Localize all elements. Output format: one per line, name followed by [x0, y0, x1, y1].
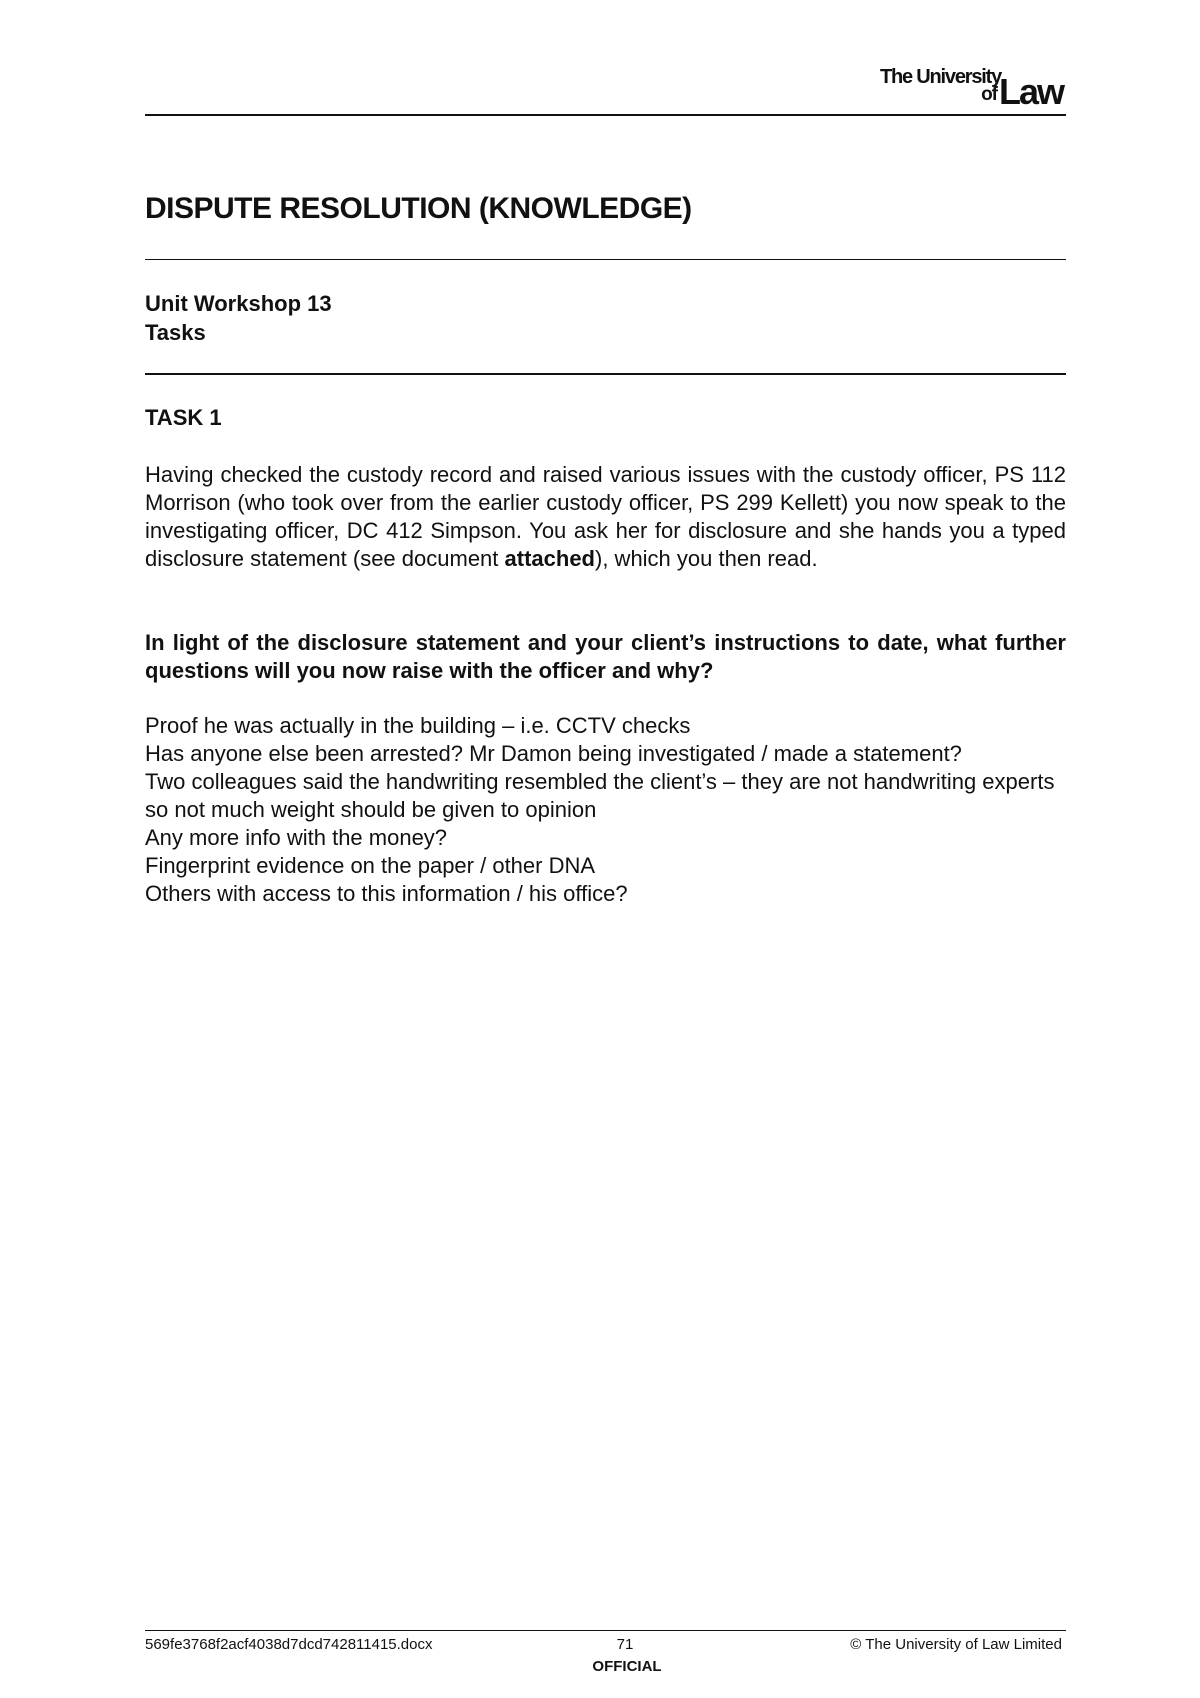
- task-paragraph-bold: attached: [504, 546, 595, 571]
- logo-text-university: The University: [879, 66, 1001, 88]
- answer-line: Any more info with the money?: [145, 825, 448, 850]
- footer-classification: OFFICIAL: [592, 1658, 662, 1675]
- answer-line: Fingerprint evidence on the paper / other DNA: [145, 853, 596, 878]
- answer-line: Proof he was actually in the building – i.e. CCTV checks: [145, 713, 691, 738]
- header-divider: [145, 114, 1066, 116]
- task-question: In light of the disclosure statement and your client’s instructions to date, what further questions will you now raise with the officer and why?: [145, 630, 1066, 683]
- answer-line: Others with access to this information / his office?: [145, 881, 628, 906]
- tasks-label: Tasks: [145, 320, 206, 345]
- answer-line: Has anyone else been arrested? Mr Damon being investigated / made a statement?: [145, 741, 962, 766]
- logo-text-of: of: [981, 84, 997, 105]
- unit-workshop-label: Unit Workshop 13: [145, 291, 332, 316]
- answer-list: [145, 712, 1075, 908]
- footer-copyright: © The University of Law Limited: [850, 1636, 1062, 1653]
- title-divider: [145, 259, 1066, 260]
- document-title: DISPUTE RESOLUTION (KNOWLEDGE): [145, 192, 692, 225]
- answer-line: Two colleagues said the handwriting resembled the client’s – they are not handwriting experts so not much weight should be given to opinion: [145, 769, 1055, 822]
- logo-text-law: Law: [998, 71, 1063, 112]
- footer-divider: [145, 1630, 1066, 1631]
- unit-divider: [145, 373, 1066, 375]
- task-heading: TASK 1: [145, 405, 222, 430]
- task-paragraph-tail: ), which you then read.: [595, 546, 818, 571]
- university-of-law-logo: [853, 64, 1063, 112]
- task-paragraph: [145, 461, 1066, 573]
- footer-page-number: 71: [616, 1636, 634, 1653]
- task-paragraph-text: Having checked the custody record and raised various issues with the custody officer, PS 112 Morrison (who took over from the earlier custody officer, PS 299 Kellett) you now speak to the investigating officer, DC 412 Simpson. You ask her for disclosure and she hands you a typed disclosure statement (see document: [145, 462, 1066, 571]
- footer-filename: 569fe3768f2acf4038d7dcd742811415.docx: [145, 1636, 433, 1653]
- unit-heading: [145, 289, 332, 347]
